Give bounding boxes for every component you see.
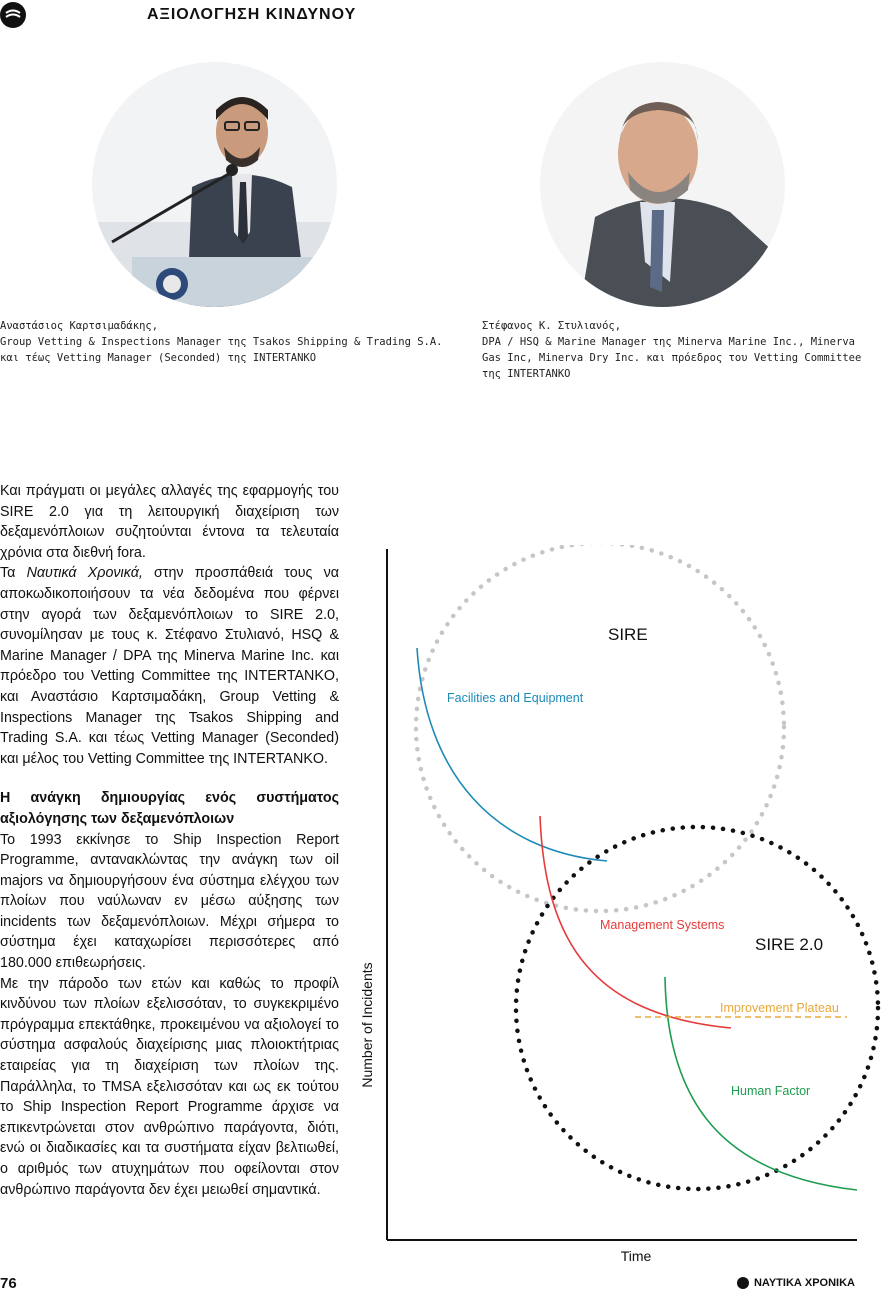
paragraph: Και πράγματι οι μεγάλες αλλαγές της εφαρμογής του SIRE 2.0 για τη λειτουργική διαχείριση των δεξαμενόπλοιων συζητούνται έντονα τα τελευταία χρόνια στα διεθνή fora.: [0, 483, 339, 561]
brand-name: ΝΑΥΤΙΚΑ ΧΡΟΝΙΚΑ: [753, 1277, 855, 1289]
series-label-human-factor: Human Factor: [731, 1084, 811, 1098]
page-number: 76: [0, 1275, 17, 1292]
caption-line: Gas Inc, Minerva Dry Inc. και πρόεδρος του Vetting Committee: [482, 352, 862, 364]
caption-line: Group Vetting & Inspections Manager της Tsakos Shipping & Trading S.A.: [0, 336, 443, 348]
paragraph: Τα Ναυτικά Χρονικά, στην προσπάθειά τους να αποκωδικοποιήσουν τα νέα δεδομένα που φέρνει στην αγορά των δεξαμενόπλοιων το SIRE 2.0, συνομίλησαν με τους κ. Στέφανο Στυλιανό, HSQ & Marine Manager / DPA της Minerva Marine Inc. και πρόεδρο του Vetting Committee της INTERTANKO, και Αναστάσιο Καρτσιμαδάκη, Group Vetting & Inspections Manager της Tsakos Shipping and Trading S.A. και τέως Vetting Manager (Seconded) και μέλος του Vetting Committee της INTERTANKO.: [0, 565, 339, 767]
caption-line: και τέως Vetting Manager (Seconded) της INTERTANKO: [0, 352, 317, 364]
paragraph: Με την πάροδο των ετών και καθώς το προφίλ κινδύνου των πλοίων εξελισσόταν, το συγκεκριμένο πρόγραμμα επεκτάθηκε, προκειμένου να αξιολογεί το σύστημα ασφαλούς διαχείρισης μιας πλοιοκτήτριας εταιρείας για τη διαχείριση των πλοίων της. Παράλληλα, το TMSA εξελισσόταν και ως εκ τούτου το Ship Inspection Report Programme άρχισε να επικεντρώνεται στον ανθρώπινο παράγοντα, διότι, ενώ οι διαδικασίες και τα συστήματα είχαν βελτιωθεί, ο αριθμός των ατυχημάτων που οφείλονται στον ανθρώπινο παράγοντα δεν έχει μειωθεί σημαντικά.: [0, 975, 339, 1198]
caption-line: DPA / HSQ & Marine Manager της Minerva Marine Inc., Minerva: [482, 336, 855, 348]
paragraph: Το 1993 εκκίνησε το Ship Inspection Report Programme, αντανακλώντας την ανάγκη των oil majors να δημιουργήσουν ένα σύστημα ελέγχου των πλοίων που ναύλωναν εν μέσω αύξησης των incidents των δεξαμενόπλοιων. Μέχρι σήμερα το σύστημα έχει καταχωρίσει περισσότερες από 180.000 επιθεωρήσεις.: [0, 831, 339, 972]
portrait-photo-right: [540, 62, 785, 307]
series-label-facilities: Facilities and Equipment: [447, 691, 584, 705]
series-line-facilities: [417, 648, 607, 861]
threshold-label: Improvement Plateau: [720, 1001, 839, 1015]
brand-logo-icon: [737, 1277, 749, 1289]
footer-brand: [737, 1277, 855, 1289]
incidents-diagram: [355, 545, 883, 1265]
caption-line: Αναστάσιος Καρτσιμαδάκης,: [0, 320, 159, 332]
section-title: ΑΞΙΟΛΟΓΗΣΗ ΚΙΝΔΥΝΟΥ: [147, 6, 357, 23]
portrait-photo-left: [92, 62, 337, 307]
section-heading: Η ανάγκη δημιουργίας ενός συστήματος αξιολόγησης των δεξαμενόπλοιων: [0, 790, 339, 827]
x-axis-label: Time: [620, 1248, 652, 1264]
photo-caption-left: [0, 318, 443, 366]
sire-label: SIRE: [608, 625, 648, 644]
series-label-management: Management Systems: [600, 918, 725, 932]
magazine-logo-icon: [0, 2, 26, 28]
photo-caption-right: [482, 318, 861, 382]
caption-line: της INTERTANKO: [482, 368, 571, 380]
caption-line: Στέφανος Κ. Στυλιανός,: [482, 320, 622, 332]
article-body: [0, 481, 339, 1200]
sire-circle: [416, 545, 784, 911]
magazine-name: Ναυτικά Χρονικά,: [26, 565, 143, 582]
y-axis-label: Number of Incidents: [359, 962, 375, 1088]
sire2-label: SIRE 2.0: [755, 935, 824, 954]
